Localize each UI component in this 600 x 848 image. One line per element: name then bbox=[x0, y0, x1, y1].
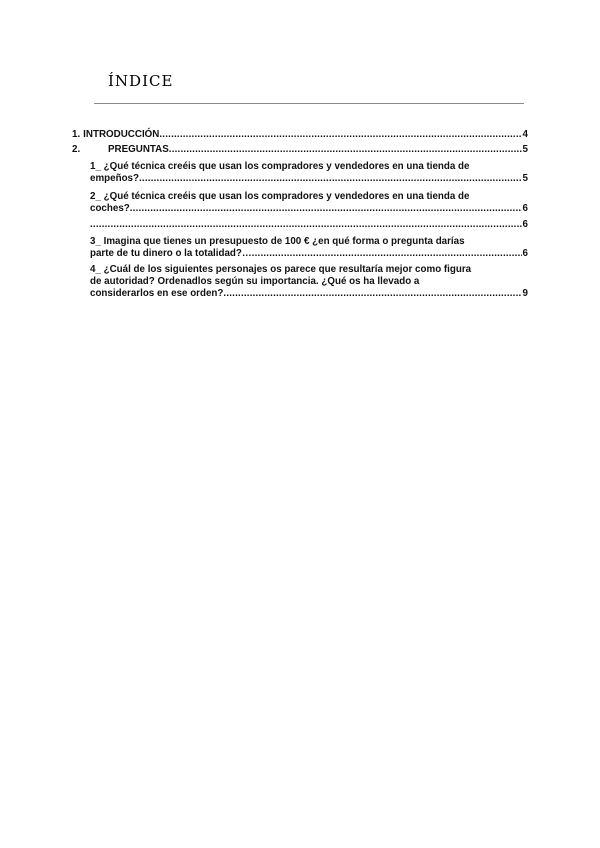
toc-entry-text-continued: considerarlos en ese orden? bbox=[90, 288, 224, 299]
toc-page-number: 5 bbox=[522, 144, 528, 155]
dot-leader bbox=[252, 248, 522, 260]
toc-entry-text: 3_ Imagina que tienes un presupuesto de 100 € ¿en qué forma o pregunta darías bbox=[90, 236, 465, 247]
toc-entry-text-continued: coches? bbox=[90, 203, 130, 214]
toc-entry-blank[interactable] bbox=[90, 219, 528, 231]
toc-page-number: 6 bbox=[522, 203, 528, 214]
dot-leader bbox=[159, 129, 521, 141]
toc-page-number: 9 bbox=[522, 288, 528, 299]
dot-leader bbox=[169, 144, 522, 156]
toc-entry-number: 1. bbox=[72, 129, 81, 140]
toc-page-number: 6 bbox=[522, 219, 528, 230]
title-divider bbox=[94, 103, 524, 104]
toc-entry-text: PREGUNTAS bbox=[108, 144, 169, 155]
toc-entry-text-continued: de autoridad? Ordenadlos según su importancia. ¿Qué os ha llevado a bbox=[90, 276, 420, 287]
toc-entry-number: 2. bbox=[72, 144, 81, 155]
toc-entry-question-4[interactable] bbox=[90, 264, 528, 300]
toc-entry-preguntas[interactable] bbox=[72, 144, 528, 156]
toc-page-number: 6 bbox=[522, 248, 528, 259]
toc-page-number: 5 bbox=[522, 173, 528, 184]
dot-leader bbox=[139, 173, 522, 185]
toc-entry-text: INTRODUCCIÓN bbox=[83, 129, 160, 140]
toc-entry-text: 1_ ¿Qué técnica creéis que usan los compradores y vendedores en una tienda de bbox=[90, 161, 470, 172]
toc-entry-question-3[interactable] bbox=[90, 236, 528, 260]
toc-page-number: 4 bbox=[522, 129, 528, 140]
dot-leader bbox=[130, 203, 522, 215]
toc-entry-text: 4_ ¿Cuál de los siguientes personajes os parece que resultaría mejor como figura bbox=[90, 264, 472, 275]
page-title: ÍNDICE bbox=[108, 72, 174, 90]
dot-leader bbox=[223, 288, 521, 300]
dot-leader bbox=[90, 219, 522, 231]
toc-entry-question-1[interactable] bbox=[90, 161, 528, 185]
toc-entry-text-continued: empeños? bbox=[90, 173, 139, 184]
toc-entry-text: 2_ ¿Qué técnica creéis que usan los compradores y vendedores en una tienda de bbox=[90, 191, 470, 202]
toc-entry-text-continued: parte de tu dinero o la totalidad?… bbox=[90, 248, 252, 259]
toc-entry-introduccion[interactable] bbox=[72, 129, 528, 141]
toc-entry-question-2[interactable] bbox=[90, 191, 528, 215]
